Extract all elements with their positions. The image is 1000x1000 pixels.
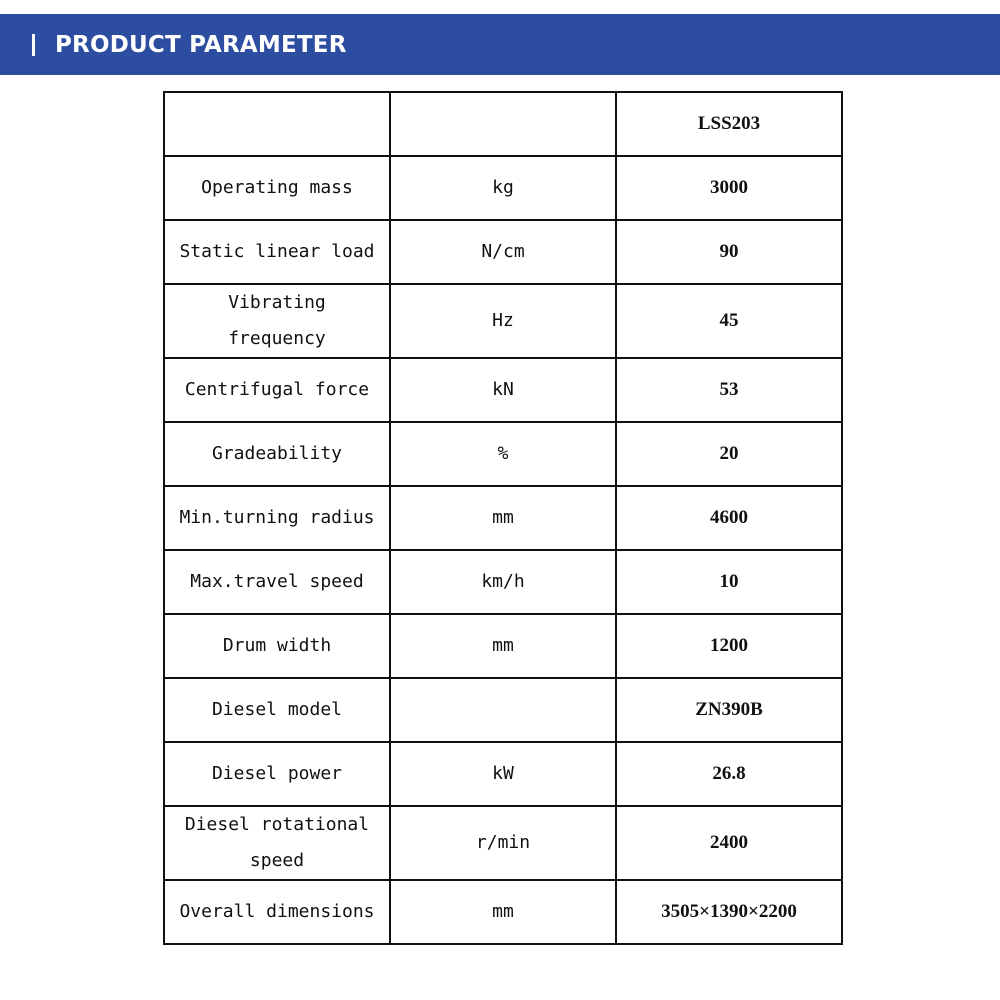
param-value: 3000 [616,156,842,220]
table-row [164,358,842,422]
parameter-table [163,91,843,945]
param-label: Centrifugal force [164,358,390,422]
param-unit: r/min [390,806,616,880]
table-row [164,550,842,614]
param-value: 3505×1390×2200 [616,880,842,944]
section-header [0,14,1000,75]
table-row [164,220,842,284]
header-unit-cell [390,92,616,156]
param-value: 4600 [616,486,842,550]
param-unit: % [390,422,616,486]
param-value: 90 [616,220,842,284]
header-label-cell [164,92,390,156]
param-label: Static linear load [164,220,390,284]
param-unit: km/h [390,550,616,614]
table-row [164,156,842,220]
param-label: Vibrating frequency [164,284,390,358]
table-header-row [164,92,842,156]
param-unit: mm [390,880,616,944]
param-value: 2400 [616,806,842,880]
param-value: 26.8 [616,742,842,806]
param-label: Diesel power [164,742,390,806]
param-unit: kg [390,156,616,220]
param-unit: mm [390,486,616,550]
table-row [164,880,842,944]
param-label: Diesel model [164,678,390,742]
param-unit: kW [390,742,616,806]
param-unit [390,678,616,742]
param-label: Operating mass [164,156,390,220]
param-value: 1200 [616,614,842,678]
table-row [164,806,842,880]
model-name-cell: LSS203 [616,92,842,156]
param-value: 20 [616,422,842,486]
table-row [164,486,842,550]
section-title: PRODUCT PARAMETER [55,31,347,58]
param-label: Diesel rotational speed [164,806,390,880]
param-value: ZN390B [616,678,842,742]
param-unit: Hz [390,284,616,358]
param-unit: N/cm [390,220,616,284]
header-accent-bar [32,34,35,56]
param-value: 10 [616,550,842,614]
param-label: Max.travel speed [164,550,390,614]
param-unit: mm [390,614,616,678]
param-label: Overall dimensions [164,880,390,944]
param-label: Drum width [164,614,390,678]
param-label: Gradeability [164,422,390,486]
param-value: 45 [616,284,842,358]
param-unit: kN [390,358,616,422]
param-label: Min.turning radius [164,486,390,550]
table-row [164,422,842,486]
table-row [164,284,842,358]
param-value: 53 [616,358,842,422]
table-row [164,742,842,806]
table-row [164,614,842,678]
table-row [164,678,842,742]
